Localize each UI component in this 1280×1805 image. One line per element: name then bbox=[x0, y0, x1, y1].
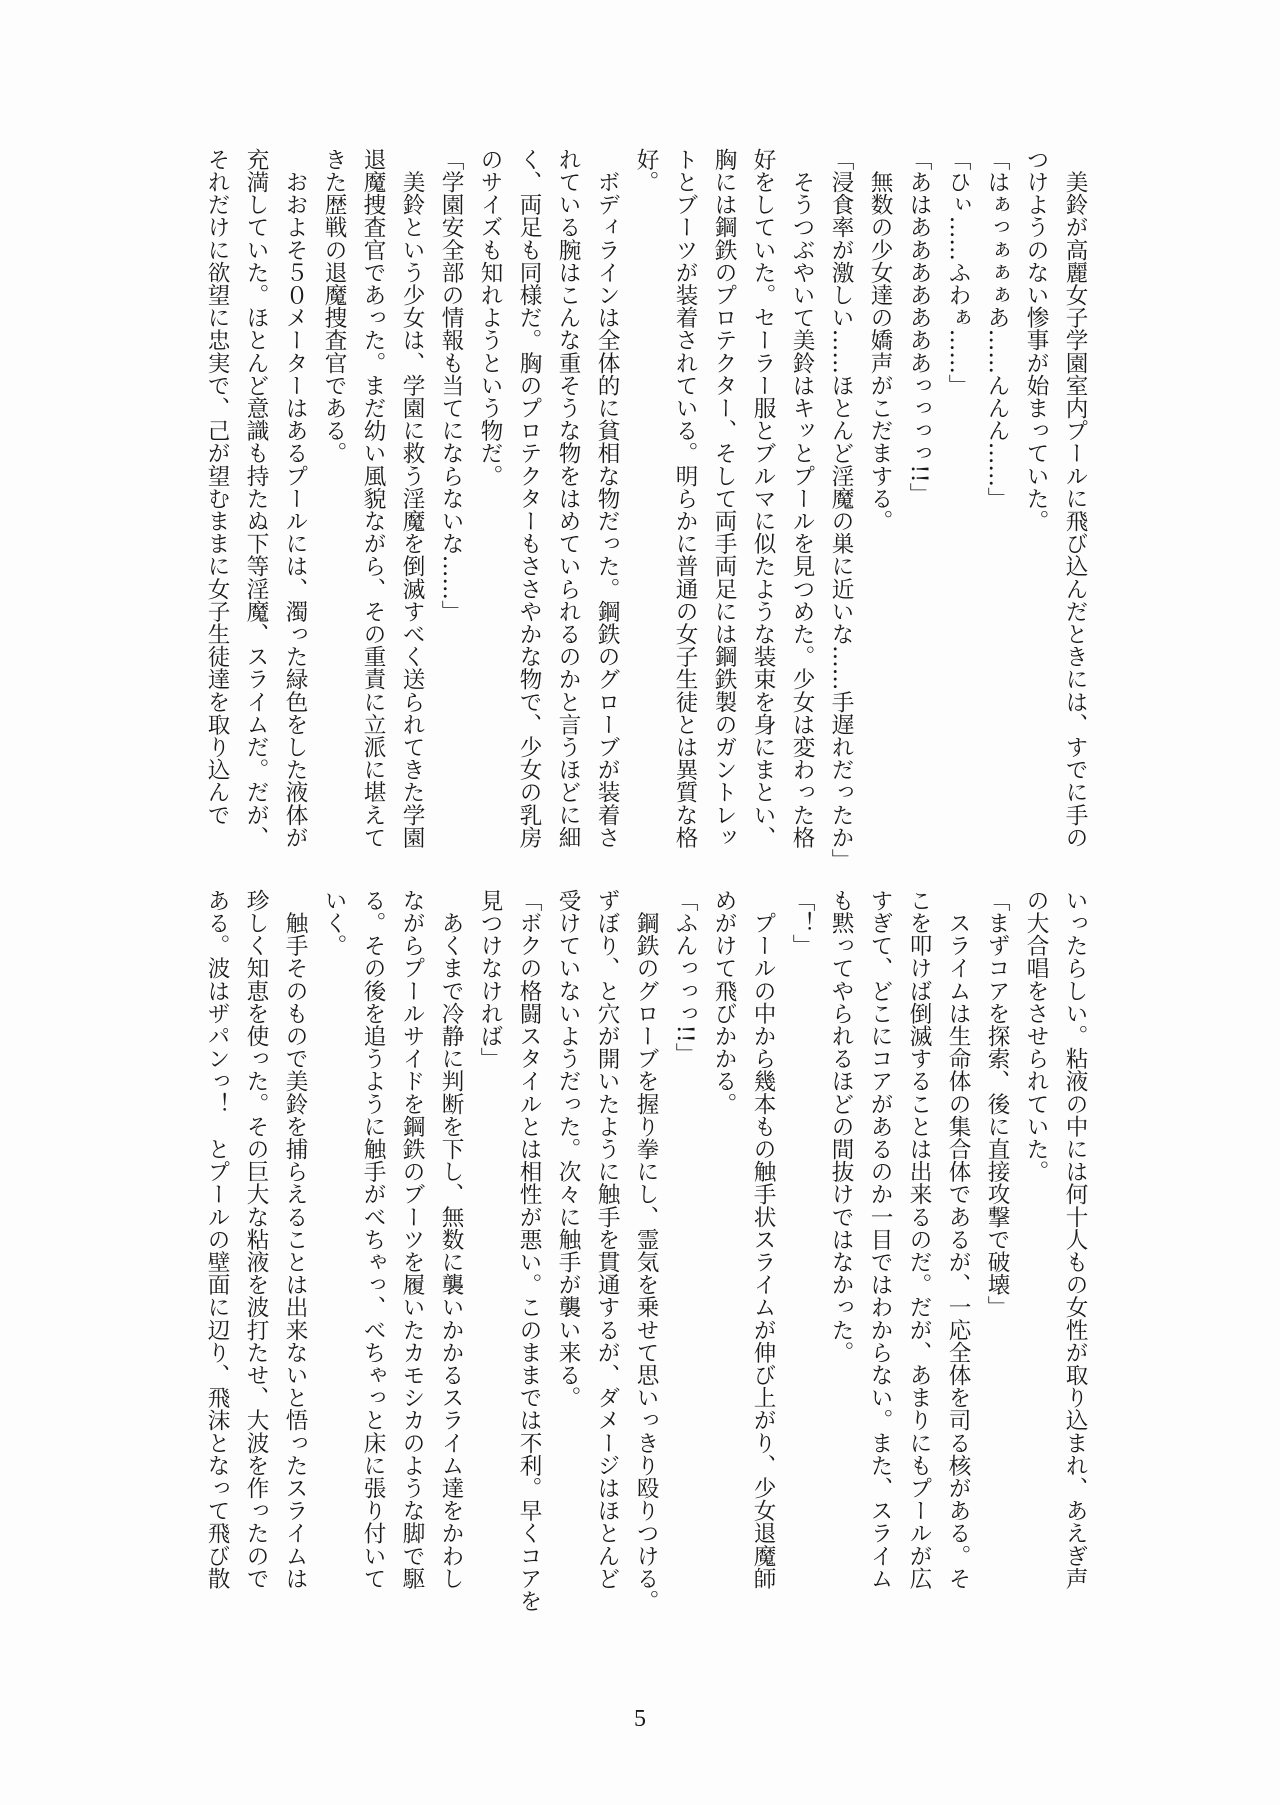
text-line: も黙ってやられるほどの間抜けではなかった。 bbox=[828, 889, 854, 1364]
text-line: 「学園安全部の情報も当てにならないな……」 bbox=[438, 148, 464, 623]
text-line: 充満していた。ほとんど意識も持たぬ下等淫魔、スライムだ。だが、 bbox=[243, 148, 269, 849]
text-line: こを叩けば倒滅することは出来るのだ。だが、あまりにもプールが広 bbox=[906, 889, 932, 1590]
text-line: それだけに欲望に忠実で、己が望むままに女子生徒達を取り込んで bbox=[204, 148, 230, 826]
text-line: 無数の少女達の嬌声がこだまする。 bbox=[867, 148, 893, 533]
text-line: いく。 bbox=[321, 889, 347, 957]
text-line: 「まずコアを探索、後に直接攻撃で破壊」 bbox=[984, 889, 1010, 1319]
text-line: 「ボクの格闘スタイルとは相性が悪い。このままでは不利。早くコアを bbox=[516, 889, 542, 1613]
text-line: 退魔捜査官であった。まだ幼い風貌ながら、その重責に立派に堪えて bbox=[360, 148, 386, 849]
text-line: きた歴戦の退魔捜査官である。 bbox=[321, 148, 347, 465]
text-line: あくまで冷静に判断を下し、無数に襲いかかるスライム達をかわし bbox=[438, 889, 464, 1590]
text-line: つけようのない惨事が始まっていた。 bbox=[1023, 148, 1049, 533]
text-line: トとブーツが装着されている。明らかに普通の女子生徒とは異質な格 bbox=[672, 148, 698, 849]
text-line: 「ひぃ……ふわぁ……」 bbox=[945, 148, 971, 397]
text-line: 「ふんっっっ!!」 bbox=[672, 889, 698, 1066]
text-block-top bbox=[196, 148, 1094, 872]
text-line: スライムは生命体の集合体であるが、一応全体を司る核がある。そ bbox=[945, 889, 971, 1590]
text-line: 好。 bbox=[633, 148, 659, 194]
text-line: 触手そのもので美鈴を捕らえることは出来ないと悟ったスライムは bbox=[282, 889, 308, 1590]
text-line: 受けていないようだった。次々に触手が襲い来る。 bbox=[555, 889, 581, 1409]
text-line: る。その後を追うように触手がべちゃっ、べちゃっと床に張り付いて bbox=[360, 889, 386, 1590]
text-line: く、両足も同様だ。胸のプロテクターもささやかな物で、少女の乳房 bbox=[516, 148, 542, 849]
text-line: めがけて飛びかかる。 bbox=[711, 889, 737, 1115]
text-line: 「浸食率が激しい……ほとんど淫魔の巣に近いな……手遅れだったか」 bbox=[828, 148, 854, 872]
text-line: 珍しく知恵を使った。その巨大な粘液を波打たせ、大波を作ったので bbox=[243, 889, 269, 1590]
text-line: 「！」 bbox=[789, 889, 815, 957]
text-line: 胸には鋼鉄のプロテクター、そして両手両足には鋼鉄製のガントレッ bbox=[711, 148, 737, 849]
text-line: れている腕はこんな重そうな物をはめていられるのかと言うほどに細 bbox=[555, 148, 581, 849]
text-line: 美鈴が高麗女子学園室内プールに飛び込んだときには、すでに手の bbox=[1062, 148, 1088, 849]
page-number: 5 bbox=[634, 1706, 646, 1732]
text-line: 鋼鉄のグローブを握り拳にし、霊気を乗せて思いっきり殴りつける。 bbox=[633, 889, 659, 1613]
text-line: 「あはあああああああっっっっ!!」 bbox=[906, 148, 932, 506]
text-line: おおよそ５０メーターはあるプールには、濁った緑色をした液体が bbox=[282, 148, 308, 849]
text-line: 好をしていた。セーラー服とブルマに似たような装束を身にまとい、 bbox=[750, 148, 776, 849]
text-line: 美鈴という少女は、学園に救う淫魔を倒滅すべく送られてきた学園 bbox=[399, 148, 425, 849]
text-line: の大合唱をさせられていた。 bbox=[1023, 889, 1049, 1183]
text-block-bottom bbox=[196, 889, 1094, 1613]
text-line: のサイズも知れようという物だ。 bbox=[477, 148, 503, 487]
text-line: 「はぁっぁぁぁあ……んんん……」 bbox=[984, 148, 1010, 510]
text-line: プールの中から幾本もの触手状スライムが伸び上がり、少女退魔師 bbox=[750, 889, 776, 1590]
text-line: 見つけなければ」 bbox=[477, 889, 503, 1070]
text-line: ながらプールサイドを鋼鉄のブーツを履いたカモシカのような脚で駆 bbox=[399, 889, 425, 1590]
text-line: ずぼり、と穴が開いたように触手を貫通するが、ダメージはほとんど bbox=[594, 889, 620, 1590]
text-line: そうつぶやいて美鈴はキッとプールを見つめた。少女は変わった格 bbox=[789, 148, 815, 849]
text-line: ボディラインは全体的に貧相な物だった。鋼鉄のグローブが装着さ bbox=[594, 148, 620, 849]
text-line: すぎて、どこにコアがあるのか一目ではわからない。また、スライム bbox=[867, 889, 893, 1590]
text-line: ある。波はザパンっ！ とプールの壁面に辺り、飛沫となって飛び散 bbox=[204, 889, 230, 1590]
text-line: いったらしい。粘液の中には何十人もの女性が取り込まれ、あえぎ声 bbox=[1062, 889, 1088, 1590]
